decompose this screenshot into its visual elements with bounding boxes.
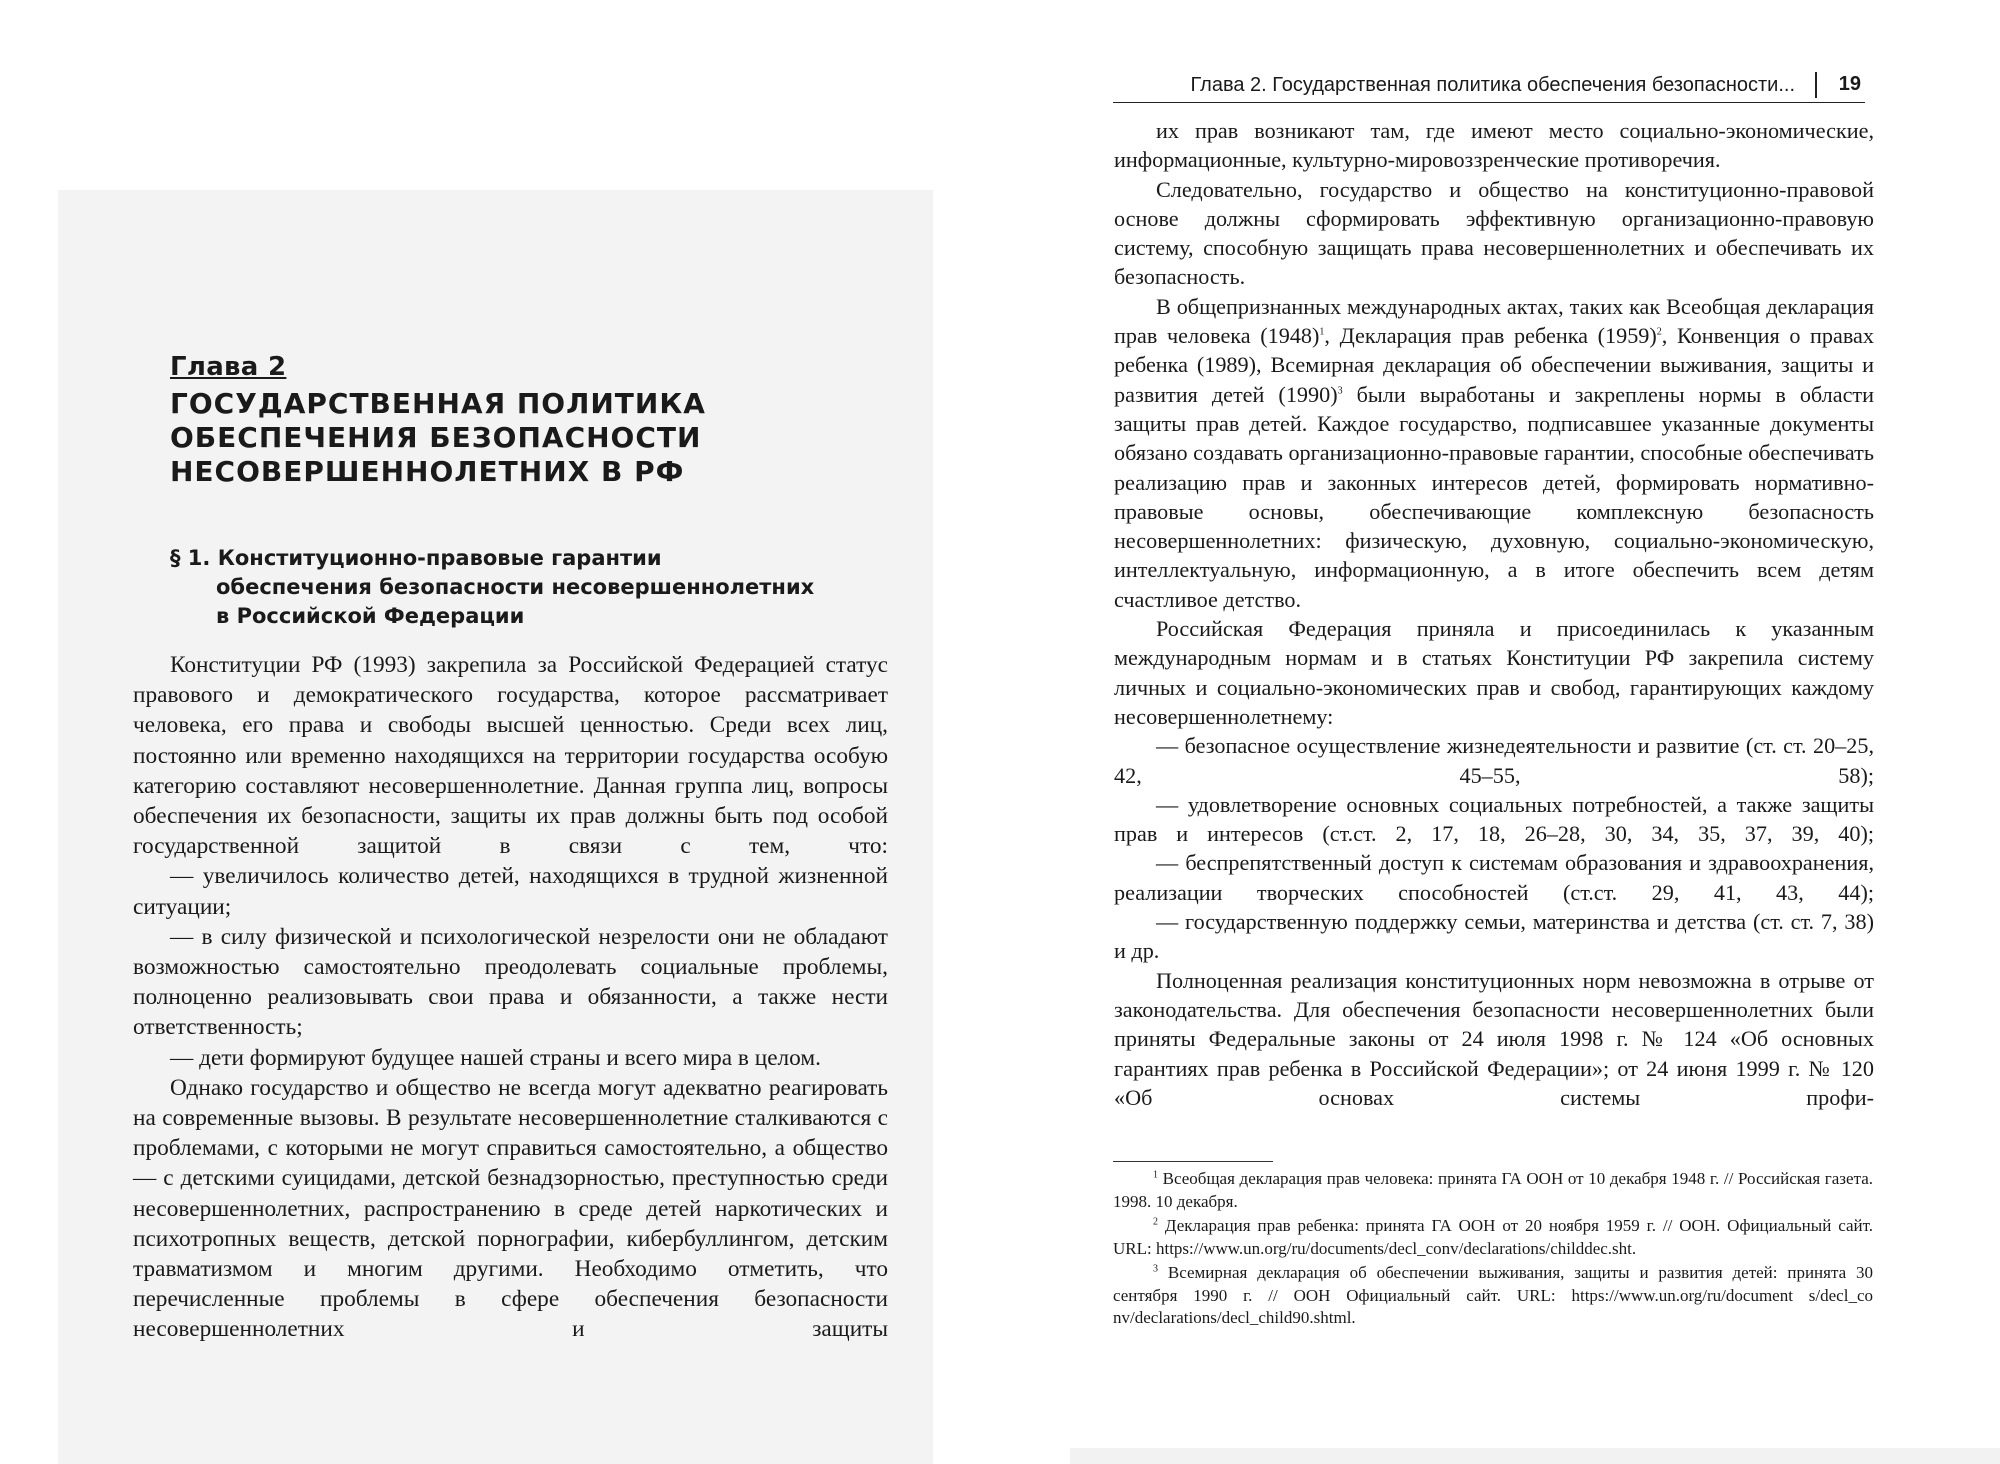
footnote xyxy=(1113,1168,1873,1213)
chapter-label: Глава 2 xyxy=(170,352,287,382)
paragraph: Конституции РФ (1993) закрепила за Российской Федерацией статус правового и демократического государства, которое рассматривает человека, его права и свободы высшей ценностью. Среди всех лиц, постоянно или временно находящихся на территории государства особую категорию составляют несовершеннолетние. Данная группа лиц, вопросы обеспечения их безопасности, защиты их прав должны быть под особой государственной защитой в связи с тем, что: xyxy=(133,652,888,860)
chapter-title-line: НЕСОВЕРШЕННОЛЕТНИХ В РФ xyxy=(170,455,685,488)
left-page xyxy=(58,190,933,1464)
paragraph-text: были выработаны и закреплены нормы в области защиты прав детей. Каждое государство, подписавшее указанные документы обязано создавать организационно-правовые гарантии, способные обеспечивать реализацию прав и законных интересов детей, формировать нормативно-правовые основы, обеспечивающие комплексную безопасность несовершеннолетних: физическую, духовную, социально-экономическую, интеллектуальную, информационную, а в итоге обеспечить всем детям счастливое детство. xyxy=(1114,381,1874,612)
footnote-number: 3 xyxy=(1153,1263,1158,1275)
paragraph-text: В общепризнанных международных актах, таких как Всеобщая декларация прав человека (1948) xyxy=(1114,293,1874,349)
footnote-text: Декларация прав ребенка: принята ГА ООН от 20 ноября 1959 г. // ООН. Официальный сайт. URL: https://www.un.org/ru/documents/decl_conv/declarations/childdec.sht. xyxy=(1113,1216,1873,1258)
paragraph: Однако государство и общество не всегда могут адекватно реагировать на современные вызовы. В результате несовершеннолетние сталкиваются с проблемами, с которыми не могут справиться самостоятельно, а общество — с детскими суицидами, детской безнадзорностью, преступностью среди несовершеннолетних, распространению в среде детей наркотических и психотропных веществ, детской порнографии, кибербуллингом, детским травматизмом и многим другими. Необходимо отметить, что перечисленные проблемы в сфере обеспечения безопасности несовершеннолетних и защиты xyxy=(133,1074,888,1343)
running-head xyxy=(1113,72,1865,103)
section-title-line: § 1. Конституционно-правовые гарантии xyxy=(170,546,662,570)
paragraph: Российская Федерация приняла и присоединилась к указанным международным нормам и в статьях Конституции РФ закрепила систему личных и социально-экономических прав и свобод, гарантирующих каждому несовершеннолетнему: xyxy=(1114,616,1874,729)
list-item: — удовлетворение основных социальных потребностей, а также защиты прав и интересов (ст.ст. 2, 17, 18, 26–28, 30, 34, 35, 37, 39, 40); xyxy=(1114,791,1874,847)
footnote-text: Всемирная декларация об обеспечении выживания, защиты и развития детей: принята 30 сентября 1990 г. // ООН Официальный сайт. URL: https://www.un.org/ru/document s/decl_co nv/declarations/decl_child90.shtml. xyxy=(1113,1263,1874,1327)
paragraph-text: , Конвенция о правах ребенка (1989), Всемирная декларация об обеспечении выживания, защиты и развития детей (1990) xyxy=(1114,323,1875,407)
list-item: — дети формируют будущее нашей страны и всего мира в целом. xyxy=(170,1044,821,1071)
footnote-number: 2 xyxy=(1153,1216,1158,1228)
footnote xyxy=(1113,1215,1873,1260)
left-body-text xyxy=(133,650,888,1345)
section-title-line: обеспечения безопасности несовершеннолетних xyxy=(216,575,815,599)
running-head-divider xyxy=(1815,72,1817,98)
section-title-line: в Российской Федерации xyxy=(216,604,525,628)
list-item: — увеличилось количество детей, находящихся в трудной жизненной ситуации; xyxy=(133,863,888,920)
chapter-title xyxy=(170,387,890,489)
list-item: — в силу физической и психологической незрелости они не обладают возможностью самостоятельно преодолевать социальные проблемы, полноценно реализовывать свои права и обязанности, а также нести ответственность; xyxy=(133,923,888,1041)
list-item: — государственную поддержку семьи, материнства и детства (ст. ст. 7, 38) и др. xyxy=(1114,909,1874,964)
footnote-number: 1 xyxy=(1153,1169,1158,1181)
section-title xyxy=(170,544,870,631)
footnotes xyxy=(1113,1168,1873,1332)
paragraph: Полноценная реализация конституционных норм невозможна в отрыве от законодательства. Для обеспечения безопасности несовершеннолетних были приняты Федеральные законы от 24 июля 1998 г. № 124 «Об основных гарантиях прав ребенка в Российской Федерации»; от 24 июня 1999 г. № 120 «Об основах системы профи- xyxy=(1114,967,1874,1110)
right-body-text xyxy=(1114,116,1874,1112)
footnote xyxy=(1113,1262,1873,1330)
chapter-title-line: ГОСУДАРСТВЕННАЯ ПОЛИТИКА xyxy=(170,387,706,420)
page-edge xyxy=(1070,1448,2000,1464)
paragraph: Следовательно, государство и общество на конституционно-правовой основе должны сформировать эффективную организационно-правовую систему, способную защищать права несовершеннолетних и обеспечивать их безопасность. xyxy=(1114,176,1874,290)
list-item: — беспрепятственный доступ к системам образования и здравоохранения, реализации творческих способностей (ст.ст. 29, 41, 43, 44); xyxy=(1114,850,1874,905)
paragraph-text: , Декларация прав ребенка (1959) xyxy=(1324,323,1657,349)
footnote-ref: 2 xyxy=(1656,326,1662,338)
paragraph: их прав возникают там, где имеют место социально-экономические, информационные, культурно-мировоззренческие противоречия. xyxy=(1114,118,1874,173)
right-page xyxy=(1100,0,2000,1464)
footnote-ref: 3 xyxy=(1337,385,1343,397)
footnote-text: Всеобщая декларация прав человека: принята ГА ООН от 10 декабря 1948 г. // Российская газета. 1998. 10 декабря. xyxy=(1113,1169,1874,1211)
footnote-ref: 1 xyxy=(1319,326,1325,338)
page-number: 19 xyxy=(1838,73,1861,95)
footnote-divider xyxy=(1113,1161,1273,1162)
chapter-title-line: ОБЕСПЕЧЕНИЯ БЕЗОПАСНОСТИ xyxy=(170,421,702,454)
list-item: — безопасное осуществление жизнедеятельности и развитие (ст. ст. 20–25, 42, 45–55, 58); xyxy=(1114,733,1874,788)
running-head-title: Глава 2. Государственная политика обеспечения безопасности... xyxy=(1190,74,1795,96)
paragraph xyxy=(1114,292,1874,614)
